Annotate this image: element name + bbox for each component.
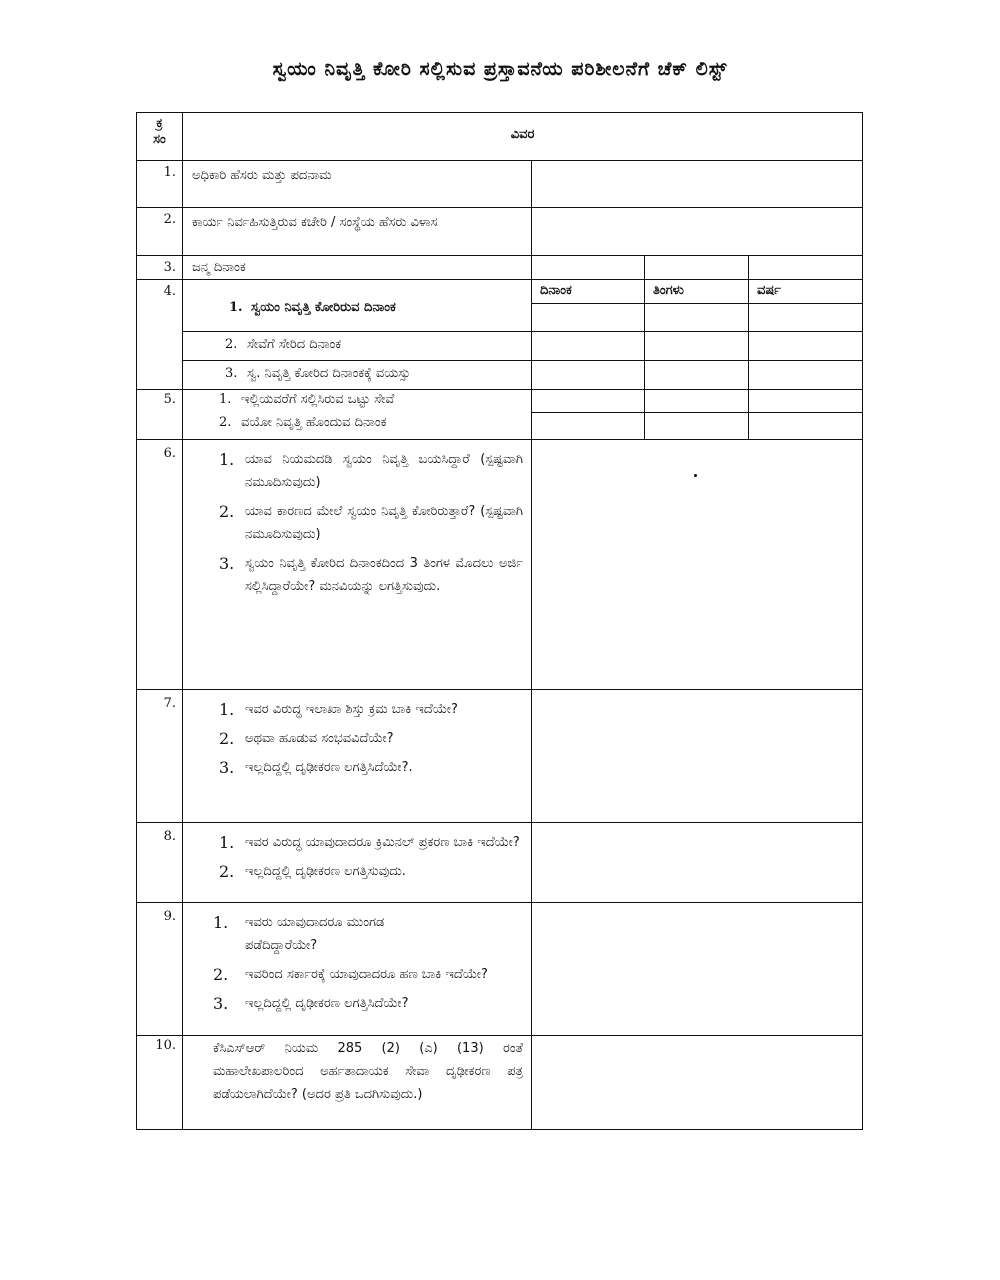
column-header-months: ತಿಂಗಳು [645, 280, 749, 304]
table-row [137, 690, 863, 823]
row-questions [183, 823, 532, 903]
list-item [183, 963, 531, 986]
answer-cell[interactable] [532, 1036, 863, 1130]
table-row [137, 208, 863, 256]
row-number: 8. [137, 823, 183, 903]
row-label-superannuation-date [183, 413, 532, 440]
column-header-date: ದಿನಾಂಕ [532, 280, 645, 304]
sub-label: ಇಲ್ಲಿಯವರೆಗೆ ಸಲ್ಲಿಸಿರುವ ಒಟ್ಟು ಸೇವೆ [241, 392, 395, 407]
answer-cell[interactable] [532, 256, 645, 280]
list-item [183, 552, 531, 598]
item-text: ಇವರ ವಿರುದ್ಧ ಯಾವುದಾದರೂ ಕ್ರಿಮಿನಲ್ ಪ್ರಕರಣ ಬಾಕಿ ಇದೆಯೇ? [245, 835, 520, 850]
list-item [183, 698, 531, 721]
table-row [137, 1036, 863, 1130]
row-number: 7. [137, 690, 183, 823]
table-row [137, 903, 863, 1036]
item-text: ಇಲ್ಲದಿದ್ದಲ್ಲಿ ದೃಢೀಕರಣ ಲಗತ್ತಿಸುವುದು. [245, 864, 406, 879]
answer-cell[interactable] [749, 332, 863, 361]
row-label: ಜನ್ಮ ದಿನಾಂಕ [183, 256, 532, 280]
serial-header-line2: ಸಂ [153, 132, 166, 147]
table-row [137, 390, 863, 413]
answer-cell[interactable] [749, 361, 863, 390]
answer-cell[interactable] [645, 304, 749, 332]
row-label: ಅಧಿಕಾರಿ ಹೆಸರು ಮತ್ತು ಪದನಾಮ [183, 161, 532, 208]
list-item [183, 500, 531, 546]
item-number: 3. [219, 758, 235, 777]
item-text: ಇವರಿಂದ ಸರ್ಕಾರಕ್ಕೆ ಯಾವುದಾದರೂ ಹಣ ಬಾಕಿ ಇದೆಯೇ? [245, 967, 488, 982]
table-row [137, 361, 863, 390]
list-item [183, 992, 531, 1015]
table-row [137, 161, 863, 208]
sub-label: ಸ್ವಯಂ ನಿವೃತ್ತಿ ಕೋರಿರುವ ದಿನಾಂಕ [251, 300, 396, 315]
row-number: 4. [137, 280, 183, 390]
table-row [137, 280, 863, 304]
list-item [183, 448, 531, 494]
item-text: ಇಲ್ಲದಿದ್ದಲ್ಲಿ ದೃಢೀಕರಣ ಲಗತ್ತಿಸಿದೆಯೇ? [245, 996, 409, 1011]
row-number: 10. [137, 1036, 183, 1130]
row-label: ಕೆಸಿಎಸ್ಆರ್ ನಿಯಮ 285 (2) (ಎ) (13) ರಂತೆ ಮಹಾಲೇಖಪಾಲರಿಂದ ಅರ್ಹತಾದಾಯಕ ಸೇವಾ ದೃಢೀಕರಣ ಪತ್ರ ಪಡೆಯಲಾಗಿದೆಯೇ? (ಅದರ ಪ್ರತಿ ಒದಗಿಸುವುದು.) [183, 1036, 532, 1130]
sub-number: 1. [219, 392, 232, 407]
row-label-total-service [183, 390, 532, 413]
row-label-date-of-joining [183, 332, 532, 361]
item-number: 2. [213, 965, 229, 984]
serial-header [137, 113, 183, 161]
item-text: ಇವರು ಯಾವುದಾದರೂ ಮುಂಗಡ ಪಡೆದಿದ್ದಾರೆಯೇ? [245, 915, 385, 953]
item-text: ಇವರ ವಿರುದ್ಧ ಇಲಾಖಾ ಶಿಸ್ತು ಕ್ರಮ ಬಾಕಿ ಇದೆಯೇ? [245, 702, 458, 717]
item-number: 3. [219, 554, 235, 573]
sub-number: 2. [225, 337, 238, 352]
list-item [183, 911, 531, 957]
row-number: 1. [137, 161, 183, 208]
row-label-age [183, 361, 532, 390]
item-number: 2. [219, 502, 235, 521]
item-number: 3. [213, 994, 229, 1013]
answer-cell[interactable] [532, 208, 863, 256]
checklist-table [136, 112, 863, 1130]
answer-cell[interactable] [749, 390, 863, 413]
answer-cell[interactable] [532, 304, 645, 332]
item-text: ಅಥವಾ ಹೂಡುವ ಸಂಭವವಿದೆಯೇ? [245, 731, 394, 746]
row-number: 3. [137, 256, 183, 280]
list-item [183, 831, 531, 854]
sub-number: 1. [229, 300, 243, 315]
answer-cell[interactable] [532, 390, 645, 413]
serial-header-line1: ಕ್ರ [156, 116, 163, 131]
sub-label: ಸ್ವ. ನಿವೃತ್ತಿ ಕೋರಿದ ದಿನಾಂಕಕ್ಕೆ ವಯಸ್ಸು [247, 366, 411, 381]
list-item [183, 860, 531, 883]
row-number: 6. [137, 440, 183, 690]
sub-number: 3. [225, 366, 238, 381]
answer-cell[interactable] [532, 690, 863, 823]
row-number: 2. [137, 208, 183, 256]
item-text: ಯಾವ ಕಾರಣದ ಮೇಲೆ ಸ್ವಯಂ ನಿವೃತ್ತಿ ಕೋರಿರುತ್ತಾರೆ? (ಸ್ಪಷ್ಟವಾಗಿ ನಮೂದಿಸುವುದು) [245, 504, 523, 542]
answer-cell[interactable] [532, 332, 645, 361]
sub-label: ಸೇವೆಗೆ ಸೇರಿದ ದಿನಾಂಕ [247, 337, 342, 352]
answer-cell[interactable] [532, 161, 863, 208]
answer-cell[interactable] [645, 390, 749, 413]
answer-cell[interactable] [749, 413, 863, 440]
row-number: 5. [137, 390, 183, 440]
answer-cell[interactable] [532, 823, 863, 903]
sub-label: ವಯೋ ನಿವೃತ್ತಿ ಹೊಂದುವ ದಿನಾಂಕ [241, 414, 387, 430]
answer-cell[interactable] [645, 413, 749, 440]
item-number: 1. [219, 450, 235, 469]
answer-cell[interactable] [532, 413, 645, 440]
details-header: ವಿವರ [183, 113, 863, 161]
item-number: 1. [213, 913, 229, 932]
item-number: 2. [219, 862, 235, 881]
row-questions [183, 440, 532, 690]
table-row [137, 413, 863, 440]
list-item [183, 756, 531, 779]
answer-cell[interactable] [749, 256, 863, 280]
table-row [137, 823, 863, 903]
item-number: 1. [219, 833, 235, 852]
answer-cell[interactable] [645, 256, 749, 280]
header-row [137, 113, 863, 161]
answer-cell[interactable] [532, 440, 863, 690]
stray-dot [694, 474, 697, 477]
answer-cell[interactable] [532, 361, 645, 390]
column-header-year: ವರ್ಷ [749, 280, 863, 304]
row-questions [183, 903, 532, 1036]
row-number: 9. [137, 903, 183, 1036]
sub-number: 2. [219, 414, 232, 430]
row-questions [183, 690, 532, 823]
item-text: ಸ್ವಯಂ ನಿವೃತ್ತಿ ಕೋರಿದ ದಿನಾಂಕದಿಂದ 3 ತಿಂಗಳ ಮೊದಲು ಅರ್ಜಿ ಸಲ್ಲಿಸಿದ್ದಾರೆಯೇ? ಮನವಿಯನ್ನು ಲಗತ್ತಿಸುವುದು. [245, 556, 523, 594]
row-label-date-of-vr-request [183, 280, 532, 332]
item-text: ಯಾವ ನಿಯಮದಡಿ ಸ್ವಯಂ ನಿವೃತ್ತಿ ಬಯಸಿದ್ದಾರೆ (ಸ್ಪಷ್ಟವಾಗಿ ನಮೂದಿಸುವುದು) [245, 452, 523, 490]
answer-cell[interactable] [645, 332, 749, 361]
item-number: 1. [219, 700, 235, 719]
answer-cell[interactable] [749, 304, 863, 332]
table-row [137, 256, 863, 280]
table-row [137, 332, 863, 361]
item-number: 2. [219, 729, 235, 748]
list-item [183, 727, 531, 750]
answer-cell[interactable] [532, 903, 863, 1036]
table-row [137, 440, 863, 690]
document-title: ಸ್ವಯಂ ನಿವೃತ್ತಿ ಕೋರಿ ಸಲ್ಲಿಸುವ ಪ್ರಸ್ತಾವನೆಯ ಪರಿಶೀಲನೆಗೆ ಚೆಕ್ ಲಿಸ್ಟ್ [272, 58, 728, 80]
item-text: ಇಲ್ಲದಿದ್ದಲ್ಲಿ ದೃಢೀಕರಣ ಲಗತ್ತಿಸಿದೆಯೇ?. [245, 760, 413, 775]
row-label: ಕಾರ್ಯ ನಿರ್ವಹಿಸುತ್ತಿರುವ ಕಚೇರಿ / ಸಂಸ್ಥೆಯ ಹೆಸರು ವಿಳಾಸ [183, 208, 532, 256]
answer-cell[interactable] [645, 361, 749, 390]
